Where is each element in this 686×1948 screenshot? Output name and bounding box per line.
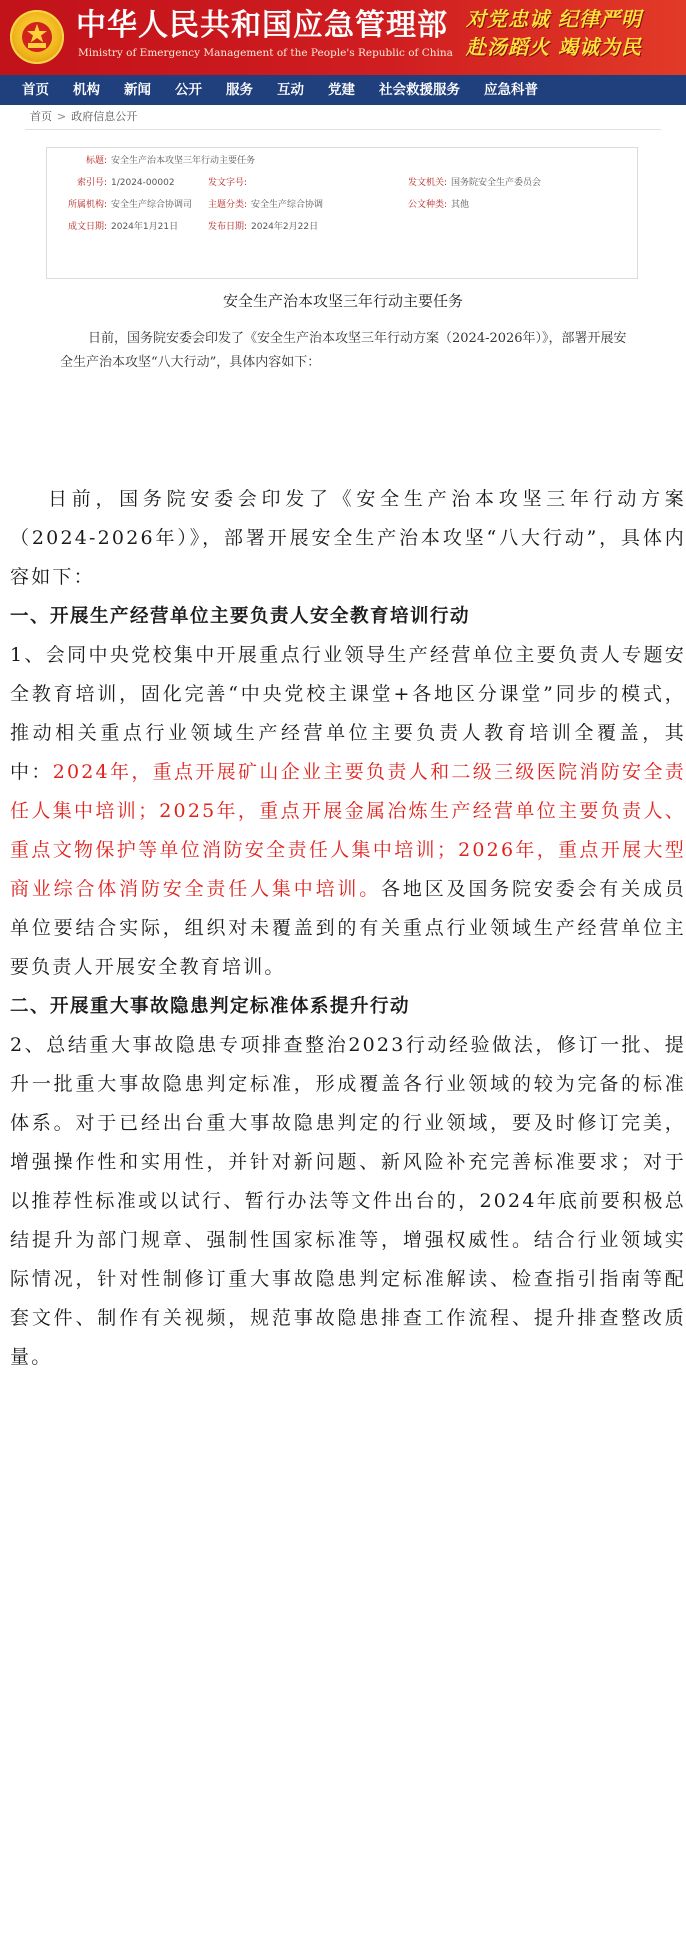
breadcrumb <box>30 105 137 129</box>
meta-dept-value: 安全生产综合协调司 <box>111 200 193 210</box>
site-subtitle: Ministry of Emergency Management of the People's Republic of China <box>78 47 453 59</box>
document-title: 安全生产治本攻坚三年行动主要任务 <box>222 292 463 310</box>
meta-issuer-value: 国务院安全生产委员会 <box>451 178 542 188</box>
meta-created-label: 成文日期: <box>67 222 107 232</box>
nav-item-news[interactable]: 新闻 <box>124 82 151 98</box>
breadcrumb-divider <box>25 129 661 130</box>
nav-item-home[interactable]: 首页 <box>22 82 49 98</box>
meta-docno-label: 发文字号: <box>207 178 247 188</box>
breadcrumb-separator: > <box>57 110 67 123</box>
meta-title-value: 安全生产治本攻坚三年行动主要任务 <box>111 156 256 166</box>
national-emblem-icon[interactable] <box>10 10 64 64</box>
meta-published-label: 发布日期: <box>207 222 247 232</box>
meta-issuer-label: 发文机关: <box>407 178 447 188</box>
nav-item-disclosure[interactable]: 公开 <box>175 82 202 98</box>
article-intro-paragraph: 日前，国务院安委会印发了《安全生产治本攻坚三年行动方案（2024-2026年）》，部署开展安全生产治本攻坚“八大行动”，具体内容如下： <box>10 488 686 588</box>
article-content <box>10 480 686 1377</box>
meta-type-value: 其他 <box>451 200 470 210</box>
meta-type-label: 公文种类: <box>407 200 447 210</box>
meta-dept-label: 所属机构: <box>67 200 107 210</box>
nav-item-organization[interactable]: 机构 <box>73 82 100 98</box>
section-heading-2: 二、开展重大事故隐患判定标准体系提升行动 <box>10 996 411 1017</box>
meta-created-value: 2024年1月21日 <box>111 222 179 232</box>
embedded-page-screenshot <box>0 105 686 430</box>
meta-published-value: 2024年2月22日 <box>251 222 319 232</box>
meta-index-label: 索引号: <box>76 178 107 188</box>
section-1-paragraph <box>10 636 686 987</box>
section-1-text-a: 1、会同中央党校集中开展重点行业领导生产经营单位主要负责人专题安全教育培训，固化完善“中央党校主课堂+各地区分课堂”同步的模式，推动相关重点行业领域生产经营单位主要负责人教育培训全覆盖，其中： <box>10 644 686 783</box>
site-header <box>0 0 686 75</box>
section-1-text-b: 各地区及国务院安委会有关成员单位要结合实际，组织对未覆盖到的有关重点行业领域生产经营单位主要负责人开展安全教育培训。 <box>10 878 686 978</box>
section-2-paragraph: 2、总结重大事故隐患专项排查整治2023行动经验做法，修订一批、提升一批重大事故隐患判定标准，形成覆盖各行业领域的较为完备的标准体系。对于已经出台重大事故隐患判定的行业领域，要及时修订完美，增强操作性和实用性，并针对新问题、新风险补充完善标准要求；对于以推荐性标准或以试行、暂行办法等文件出台的，2024年底前要积极总结提升为部门规章、强制性国家标准等，增强权威性。结合行业领域实际情况，针对性制修订重大事故隐患判定标准解读、检查指引指南等配套文件、制作有关视频，规范事故隐患排查工作流程、提升排查整改质量。 <box>10 1034 686 1368</box>
slogan-line-1: 对党忠诚 纪律严明 <box>466 7 642 31</box>
main-nav <box>0 75 686 105</box>
breadcrumb-current[interactable]: 政府信息公开 <box>71 110 138 123</box>
site-title[interactable]: 中华人民共和国应急管理部 <box>76 8 448 43</box>
nav-item-rescue[interactable]: 社会救援服务 <box>379 82 460 98</box>
meta-topic-value: 安全生产综合协调 <box>251 200 324 210</box>
nav-item-service[interactable]: 服务 <box>226 82 253 98</box>
document-metadata-box <box>46 147 638 279</box>
document-intro: 日前，国务院安委会印发了《安全生产治本攻坚三年行动方案（2024-2026年）》，部署开展安全生产治本攻坚“八大行动”，具体内容如下： <box>60 331 627 370</box>
meta-topic-label: 主题分类: <box>207 200 247 210</box>
nav-item-science[interactable]: 应急科普 <box>484 82 538 98</box>
breadcrumb-home[interactable]: 首页 <box>30 110 52 123</box>
meta-index-value: 1/2024-00002 <box>111 178 175 188</box>
section-1-highlight: 2024年，重点开展矿山企业主要负责人和二级三级医院消防安全责任人集中培训；2025年，重点开展金属冶炼生产经营单位主要负责人、重点文物保护等单位消防安全责任人集中培训；2026年，重点开展大型商业综合体消防安全责任人集中培训。 <box>10 761 686 900</box>
section-heading-1: 一、开展生产经营单位主要负责人安全教育培训行动 <box>10 606 471 627</box>
nav-item-party[interactable]: 党建 <box>328 82 355 98</box>
meta-title-label: 标题: <box>85 156 107 166</box>
slogan-line-2: 赴汤蹈火 竭诚为民 <box>466 35 642 59</box>
nav-item-interaction[interactable]: 互动 <box>277 82 304 98</box>
